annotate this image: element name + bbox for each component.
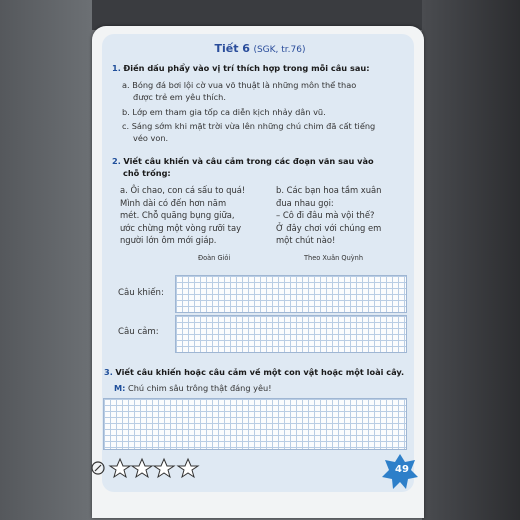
question-2-text-line1: Viết câu khiến và câu cảm trong các đoạn văn sau vào <box>123 156 374 166</box>
example-label: M: <box>114 383 126 393</box>
passage-b-line: b. Các bạn hoa tầm xuân <box>276 185 382 195</box>
q1-item-a-line1: a. Bóng đá bơi lội cờ vua võ thuật là những môn thể thao <box>122 80 357 90</box>
q3-example <box>114 383 272 393</box>
background-right <box>422 0 520 520</box>
q1-item-b: b. Lớp em tham gia tốp ca diễn kịch nhảy dân vũ. <box>122 107 326 117</box>
question-1-text: Điền dấu phẩy vào vị trí thích hợp trong mỗi câu sau: <box>123 63 370 73</box>
background-left <box>0 0 92 520</box>
question-3-number: 3. <box>104 367 113 377</box>
question-2-text-line2: chỗ trống: <box>123 168 171 178</box>
label-cau-cam: Câu cảm: <box>118 327 159 337</box>
answer-grid-cau-cam[interactable] <box>175 315 407 353</box>
q2-passage-b <box>276 184 381 247</box>
label-cau-khien: Câu khiến: <box>118 288 164 298</box>
q1-item-a-line2: được trẻ em yêu thích. <box>133 92 226 102</box>
passage-b-line: – Cô đi đâu mà vội thế? <box>276 210 375 221</box>
lesson-reference: (SGK, tr.76) <box>253 45 306 55</box>
lesson-title-text: Tiết 6 <box>214 42 250 55</box>
answer-grid-cau-khien[interactable] <box>175 275 407 313</box>
passage-b-author: Theo Xuân Quỳnh <box>304 254 364 262</box>
lesson-title <box>0 42 520 55</box>
q1-item-c-line2: véo von. <box>133 133 169 143</box>
passage-a-line: Mình dài có đến hơn năm <box>120 197 227 208</box>
passage-a-line: ước chừng một vòng rưỡi tay <box>120 222 242 233</box>
question-1 <box>112 62 369 74</box>
question-2 <box>112 155 374 167</box>
answer-grid-q3[interactable] <box>103 398 407 450</box>
q2-passage-a <box>120 184 245 247</box>
self-assessment-icons <box>90 456 215 482</box>
star-icon <box>110 459 198 477</box>
passage-a-line: a. Ôi chao, con cá sấu to quá! <box>120 185 246 195</box>
question-3 <box>104 366 404 378</box>
q1-item-c-line1: c. Sáng sớm khi mặt trời vừa lên những chú chim đã cất tiếng <box>122 121 376 131</box>
passage-a-author: Đoàn Giỏi <box>198 254 231 262</box>
question-3-text: Viết câu khiến hoặc câu cảm về một con vật hoặc một loài cây. <box>115 367 405 377</box>
example-text: Chú chim sâu trông thật đáng yêu! <box>128 383 272 393</box>
passage-b-line: Ở đây chơi với chúng em <box>276 222 382 233</box>
question-2-line2 <box>123 167 171 179</box>
passage-b-line: đua nhau gọi: <box>276 197 334 208</box>
page-number: 49 <box>395 464 409 475</box>
question-1-number: 1. <box>112 63 121 73</box>
passage-a-line: mét. Chỗ quãng bụng giữa, <box>120 210 235 221</box>
passage-b-line: một chút nào! <box>276 235 336 246</box>
passage-a-line: người lớn ôm mới giáp. <box>120 235 217 246</box>
question-2-number: 2. <box>112 156 121 166</box>
